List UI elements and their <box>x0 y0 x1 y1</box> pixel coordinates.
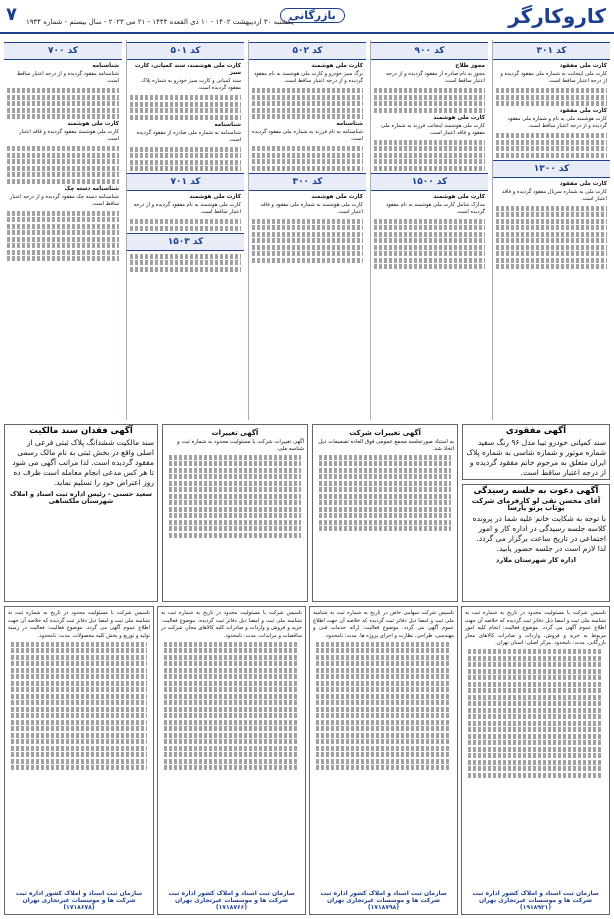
section-badge: بازرگانی <box>280 8 345 23</box>
list-item <box>496 181 607 203</box>
item-text: شناسنامه به نام فرزند به شماره ملی مفقود گردیده است. <box>252 129 363 142</box>
list-item <box>252 121 363 143</box>
registration-text: تاسیس شرکت با مسئولیت محدود در تاریخ به شماره ثبت به شناسه ملی ثبت و امضا ذیل دفاتر ثبت گردیده که خلاصه آن جهت اطلاع عموم آگهی می گردد. موضوع فعالیت: انجام کلیه امور مربوط به خرید و فروش، واردات و صادرات کالاهای مجاز بازرگانی. مدت: نامحدود. مرکز اصلی: استان تهران. <box>465 610 606 647</box>
list-item <box>496 63 607 85</box>
registration-notice <box>157 606 306 915</box>
deed-notice <box>4 424 158 602</box>
notice-signature: سعید حسنی - رئیس اداره ثبت اسناد و املاک شهرستان ملکشاهی <box>9 490 153 505</box>
list-item <box>7 63 119 85</box>
list-item <box>252 63 363 85</box>
registration-footer: سازمان ثبت اسناد و املاک کشور اداره ثبت شرکت ها و موسسات غیرتجاری تهران (۱۷۱۸۷۶۶) <box>168 890 295 911</box>
list-item <box>7 121 119 143</box>
code-header: کد ۷۰۱ <box>127 173 244 191</box>
column-3 <box>248 40 366 420</box>
item-text: شناسنامه مفقود گردیده و از درجه اعتبار ساقط است. <box>17 71 119 84</box>
list-item <box>130 194 241 216</box>
newspaper-logo: کاروکارگر <box>508 4 606 28</box>
code-header: کد ۱۳۰۰ <box>493 160 610 178</box>
classified-columns <box>4 40 610 420</box>
notice-text: آگهی تغییرات شرکت با مسئولیت محدود به شماره ثبت و شناسه ملی. <box>177 439 304 452</box>
item-text: کارت ملی اینجانب به شماره ملی مفقود گردیده و از درجه اعتبار ساقط است. <box>500 71 607 84</box>
item-text: شناسنامه دسته چک مفقود گردیده و از درجه اعتبار ساقط است. <box>9 193 119 207</box>
registration-footer: سازمان ثبت اسناد و املاک کشور اداره ثبت شرکت ها و موسسات غیرتجاری تهران (۱۹۱۸۹۲۱) <box>472 890 599 911</box>
item-text: کارت ملی هوشمند اینجانب فرزند به شماره ملی مفقود و فاقد اعتبار است. <box>381 122 485 136</box>
list-item <box>374 63 485 85</box>
item-title: کارت ملی مفقود <box>559 180 607 187</box>
item-text: مجوز به نام صادره از مفقود گردیده و از درجه اعتبار ساقط است. <box>386 71 485 84</box>
registration-text: تاسیس شرکت با مسئولیت محدود در تاریخ به شماره ثبت به شناسه ملی ثبت و امضا ذیل دفاتر ثبت گردیده. موضوع فعالیت: خرید و فروش و واردات و صادرات کلیه کالاهای مجاز، شرکت در مناقصات و مزایدات. مدت: نامحدود. <box>161 610 302 639</box>
item-title: کارت ملی هوشمند <box>433 114 485 121</box>
item-text: کارت ملی هوشمند به شماره ملی مفقود و فاقد اعتبار است. <box>260 201 363 215</box>
list-item <box>374 194 485 216</box>
item-text: برگ سبز خودرو و کارت ملی هوشمند به نام مفقود گردیده و از درجه اعتبار ساقط است. <box>253 71 363 84</box>
list-item <box>130 122 241 144</box>
page-header <box>0 0 614 34</box>
code-header: کد ۳۰۰ <box>249 173 366 191</box>
notice-subtitle: آقای محسن نقی لو کارفرمای شرکت پوتاب پرتو پارسا <box>471 497 601 512</box>
item-text: کارت ملی به شماره سریال مفقود گردیده و فاقد اعتبار است. <box>501 188 607 202</box>
item-title: کارت ملی هوشمند، سند کمپانی، کارت سبز <box>134 63 241 76</box>
registration-notice <box>461 606 610 915</box>
list-item <box>7 186 119 208</box>
item-text: کارت هوشمند ملی به نام و شماره ملی مفقود گردیده و از درجه اعتبار ساقط است. <box>507 116 607 129</box>
page-number: ۷ <box>6 4 17 25</box>
code-header: کد ۱۵۰۳ <box>127 233 244 251</box>
list-item <box>252 194 363 216</box>
code-header: کد ۹۰۰ <box>371 42 488 60</box>
registration-notice <box>309 606 458 915</box>
item-title: کارت ملی مفقود <box>559 63 607 69</box>
item-text: شناسنامه به شماره ملی صادره از مفقود گردیده است. <box>136 129 241 143</box>
code-header: کد ۵۰۱ <box>127 42 244 60</box>
registration-footer: سازمان ثبت اسناد و املاک کشور اداره ثبت شرکت ها و موسسات غیرتجاری تهران (۱۷۱۸۷۹۸) <box>320 890 447 911</box>
item-title: کارت ملی هوشمند <box>311 63 363 69</box>
notice-text: با توجه به شکایت خانم علیه شما در پرونده کلاسه جلسه رسیدگی در اداره کار و امور اجتماعی در تاریخ ساعت برگزار می گردد. لذا لازم است در جلسه حضور یابید. <box>472 514 606 553</box>
code-header: کد ۵۰۲ <box>249 42 366 60</box>
registration-section <box>4 606 610 915</box>
item-text: کارت ملی هوشمند به نام مفقود گردیده و از درجه اعتبار ساقط است. <box>133 202 241 215</box>
list-item <box>130 63 241 92</box>
item-title: کارت ملی هوشمند <box>189 194 241 200</box>
registration-text: تاسیس شرکت سهامی خاص در تاریخ به شماره ثبت به شناسه ملی ثبت و امضا ذیل دفاتر ثبت گردیده که خلاصه آن جهت اطلاع عموم آگهی می گردد. موضوع فعالیت: ارائه خدمات فنی و مهندسی، طراحی، نظارت و اجرای پروژه ها. مدت: نامحدود. <box>313 610 454 639</box>
item-text: کارت ملی هوشمند مفقود گردیده و فاقد اعتبار است. <box>19 129 119 142</box>
notice-text: سند کمپانی خودرو تیبا مدل ۹۶ رنگ سفید شماره موتور و شماره شاسی به شماره پلاک ایران متعلق به مرحوم خانم مفقود گردیده و از درجه اعتبار ساقط است. <box>466 438 606 477</box>
item-title: کارت ملی هوشمند <box>433 193 485 200</box>
invitation-notice <box>462 484 610 602</box>
registration-footer: سازمان ثبت اسناد و املاک کشور اداره ثبت شرکت ها و موسسات غیرتجاری تهران (۱۷۱۸۶۷۸) <box>15 890 143 911</box>
notice-text: به استناد صورتجلسه مجمع عمومی فوق العاده تصمیمات ذیل اتخاذ شد. <box>318 439 454 452</box>
item-title: کارت ملی هوشمند <box>311 193 363 200</box>
column-1 <box>492 40 610 420</box>
list-item <box>496 108 607 130</box>
notice-title: آگهی مفقودی <box>505 426 566 436</box>
notice-title: آگهی فقدان سند مالکیت <box>29 426 133 436</box>
item-text: سند کمپانی و کارت سبز خودرو به شماره پلاک مفقود گردیده است. <box>141 78 241 91</box>
code-header: کد ۳۰۱ <box>493 42 610 60</box>
registration-notice <box>4 606 154 915</box>
item-text: مدارک شامل کارت ملی هوشمند به نام مفقود گردیده است. <box>385 201 485 215</box>
list-item <box>374 115 485 137</box>
code-header: کد ۷۰۰ <box>4 42 122 60</box>
notice-title: آگهی تغییرات <box>211 429 259 437</box>
notice-signature: اداره کار شهرستان ملارد <box>496 556 576 564</box>
item-title: مجوز طلاح <box>455 63 485 69</box>
company-notice <box>312 424 458 602</box>
registration-text: تاسیس شرکت با مسئولیت محدود در تاریخ به شماره ثبت به شناسه ملی ثبت و امضا ذیل دفاتر ثبت گردیده که خلاصه آن جهت اطلاع عموم آگهی می گردد. موضوع فعالیت: فعالیت در زمینه تولید و توزیع و پخش کلیه محصولات. مدت: نامحدود. <box>8 610 150 639</box>
code-header: کد ۱۵۰۰ <box>371 173 488 191</box>
item-title: شناسنامه <box>92 63 119 69</box>
column-4 <box>126 40 244 420</box>
notices-section <box>4 424 610 604</box>
notice-title: آگهی تغییرات شرکت <box>349 429 421 437</box>
item-title: کارت ملی هوشمند <box>67 121 119 127</box>
item-title: شناسنامه <box>336 121 363 127</box>
notice-text: سند مالکیت ششدانگ پلاک ثبتی فرعی از اصلی واقع در بخش ثبتی به نام مالک رسمی مفقود گردیده است. لذا مراتب آگهی می شود تا هر کس مدعی انجام معامله است ظرف ده روز اعتراض خود را تسلیم نماید. <box>12 438 154 487</box>
column-5 <box>4 40 122 420</box>
date-line: یکشنبه ۳۰ اردیبهشت ۱۴۰۲ - ۱۰ ذی القعده ۱۴۴۴ - ۲۱ می ۲۰۲۳ - سال بیستم - شماره ۱۹۳۴ <box>26 18 294 26</box>
sabt-notice <box>162 424 308 602</box>
lost-notice <box>462 424 610 480</box>
item-title: شناسنامه <box>214 121 241 128</box>
item-title: کارت ملی مفقود <box>559 108 607 114</box>
column-2 <box>370 40 488 420</box>
notice-title: آگهی دعوت به جلسه رسیدگی <box>473 486 599 496</box>
item-title: شناسنامه دسته چک <box>64 185 119 192</box>
